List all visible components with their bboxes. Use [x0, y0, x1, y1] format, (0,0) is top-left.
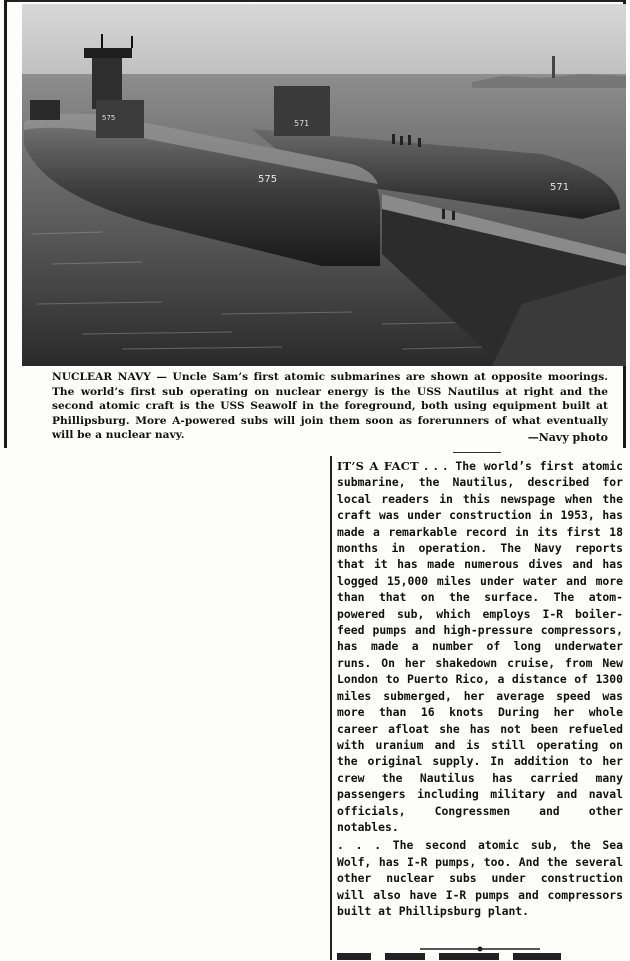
article-lead: IT’S A FACT . . .	[337, 459, 448, 473]
caption-lead: NUCLEAR NAVY —	[52, 371, 168, 383]
top-rule	[4, 0, 626, 2]
hull-number-nautilus: 571	[550, 182, 570, 193]
separator-rule	[453, 452, 501, 453]
article-paragraph-1	[337, 458, 623, 835]
photo-credit: —Navy photo	[527, 431, 608, 444]
sail-number-seawolf: 575	[102, 114, 116, 122]
hull-number-seawolf: 575	[258, 174, 278, 185]
article-column	[337, 458, 623, 919]
photo-caption	[52, 370, 608, 443]
left-rule	[4, 0, 7, 448]
column-rule	[330, 456, 332, 960]
submarines-photo	[22, 4, 626, 366]
article-paragraph-1-text: The world’s first atomic submarine, the Nautilus, described for local readers in this newspage when the craft was under construction in 1953, has made a remarkable record in its first 18 months in operation. The Navy reports that it has made numerous dives and has logged 15,000 miles under water and more than that on the surface. The atom-powered sub, which employs I-R boiler-feed pumps and high-pressure compressors, has made a number of long underwater runs. On her shakedown cruise, from New London to Puerto Rico, a distance of 1300 miles submerged, her average speed was more than 16 knots During her whole career afloat she has not been refueled with uranium and is still operating on the original supply. In addition to her crew the Nautilus has carried many passengers including military and naval officials, Congressmen and other notables.	[337, 459, 623, 834]
article-paragraph-2: . . . The second atomic sub, the Sea Wolf, has I-R pumps, too. And the several other nuclear subs under construction will also have I-R pumps and compressors built at Phillipsburg plant.	[337, 838, 623, 918]
caption-text: Uncle Sam’s first atomic submarines are shown at opposite moorings. The world’s first sub operating on nuclear energy is the USS Nautilus at right and the second atomic craft is the USS Seawolf in the foreground, both using equipment built at Phillipsburg. More A-powered subs will join them soon as forerunners of what eventually will be a nuclear navy.	[52, 371, 609, 442]
sail-number-nautilus: 571	[294, 119, 310, 128]
